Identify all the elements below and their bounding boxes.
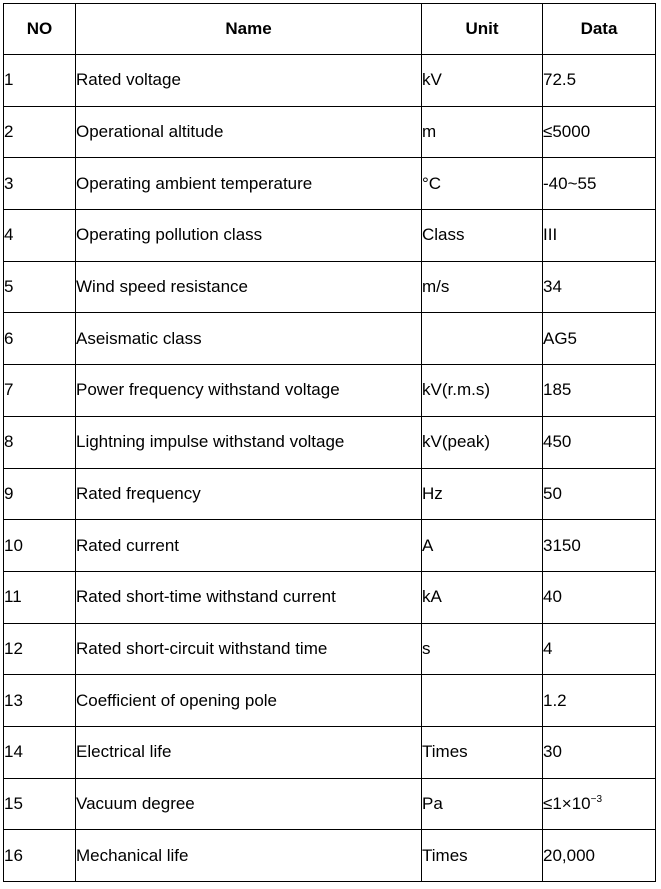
parameter-value xyxy=(543,675,656,727)
parameter-value-text: 1.2 xyxy=(543,690,567,710)
table-row xyxy=(4,416,656,468)
parameter-unit-text: m/s xyxy=(422,277,450,297)
row-number xyxy=(4,416,76,468)
parameter-value xyxy=(543,158,656,210)
header-name: Name xyxy=(76,4,422,55)
parameter-unit-text: s xyxy=(422,638,431,658)
parameter-unit xyxy=(422,365,543,417)
parameter-name xyxy=(76,365,422,417)
row-number-text: 10 xyxy=(4,535,23,555)
row-number xyxy=(4,468,76,520)
table-row xyxy=(4,520,656,572)
parameter-value-text: III xyxy=(543,225,558,245)
parameter-unit xyxy=(422,106,543,158)
parameter-value xyxy=(543,778,656,830)
parameter-value xyxy=(543,210,656,262)
row-number-text: 4 xyxy=(4,225,14,245)
row-number xyxy=(4,623,76,675)
parameter-unit-text: kV(r.m.s) xyxy=(422,380,490,400)
parameter-name xyxy=(76,675,422,727)
row-number xyxy=(4,571,76,623)
parameter-unit xyxy=(422,313,543,365)
header-unit: Unit xyxy=(422,4,543,55)
parameter-name xyxy=(76,261,422,313)
parameter-unit-text: °C xyxy=(422,173,442,193)
parameter-value-text: 3150 xyxy=(543,535,581,555)
header-row xyxy=(4,4,656,55)
table-row xyxy=(4,210,656,262)
parameter-unit xyxy=(422,623,543,675)
parameter-value xyxy=(543,623,656,675)
row-number xyxy=(4,830,76,882)
parameter-value-text: 50 xyxy=(543,483,562,503)
row-number-text: 6 xyxy=(4,328,14,348)
row-number xyxy=(4,675,76,727)
parameter-unit xyxy=(422,468,543,520)
parameter-unit xyxy=(422,210,543,262)
table-row xyxy=(4,158,656,210)
table-body xyxy=(4,55,656,882)
parameter-value-text: 185 xyxy=(543,380,572,400)
table-row xyxy=(4,55,656,107)
parameter-value xyxy=(543,55,656,107)
row-number-text: 9 xyxy=(4,483,14,503)
row-number-text: 16 xyxy=(4,845,23,865)
row-number xyxy=(4,210,76,262)
parameter-unit-text: Hz xyxy=(422,483,443,503)
parameter-name-text: Power frequency withstand voltage xyxy=(76,380,340,400)
parameter-name xyxy=(76,210,422,262)
parameter-name-text: Aseismatic class xyxy=(76,328,202,348)
parameter-value-text: 72.5 xyxy=(543,70,577,90)
parameter-value xyxy=(543,365,656,417)
parameter-unit xyxy=(422,675,543,727)
table-row xyxy=(4,261,656,313)
table-row xyxy=(4,726,656,778)
parameter-name xyxy=(76,520,422,572)
row-number xyxy=(4,313,76,365)
row-number xyxy=(4,778,76,830)
parameter-name-text: Rated current xyxy=(76,535,179,555)
parameter-value-text: 30 xyxy=(543,742,562,762)
table-row xyxy=(4,106,656,158)
table-row xyxy=(4,468,656,520)
parameter-unit xyxy=(422,158,543,210)
parameter-name xyxy=(76,158,422,210)
parameter-name xyxy=(76,571,422,623)
parameter-value xyxy=(543,261,656,313)
row-number-text: 2 xyxy=(4,122,14,142)
header-no: NO xyxy=(4,4,76,55)
parameter-name-text: Operating pollution class xyxy=(76,225,263,245)
row-number-text: 11 xyxy=(4,587,22,607)
parameter-value xyxy=(543,106,656,158)
parameter-name-text: Rated voltage xyxy=(76,70,181,90)
row-number-text: 13 xyxy=(4,690,23,710)
parameter-name-text: Operating ambient temperature xyxy=(76,173,313,193)
parameter-name xyxy=(76,468,422,520)
parameter-value xyxy=(543,468,656,520)
parameter-value-text: ≤1×10 xyxy=(543,793,591,813)
parameter-unit xyxy=(422,416,543,468)
parameter-unit-text: kV(peak) xyxy=(422,432,491,452)
row-number xyxy=(4,520,76,572)
row-number xyxy=(4,365,76,417)
parameter-value-text: 34 xyxy=(543,277,562,297)
parameter-name xyxy=(76,830,422,882)
parameter-unit-text: m xyxy=(422,122,437,142)
row-number xyxy=(4,261,76,313)
parameter-name xyxy=(76,778,422,830)
parameter-name-text: Coefficient of opening pole xyxy=(76,690,278,710)
parameter-name-text: Rated short-circuit withstand time xyxy=(76,638,328,658)
parameter-name xyxy=(76,106,422,158)
parameter-name-text: Rated short-time withstand current xyxy=(76,587,336,607)
specification-table xyxy=(3,3,656,882)
row-number-text: 3 xyxy=(4,173,14,193)
parameter-value-text: AG5 xyxy=(543,328,578,348)
row-number-text: 15 xyxy=(4,793,23,813)
parameter-unit xyxy=(422,726,543,778)
parameter-unit-text: A xyxy=(422,535,434,555)
table-row xyxy=(4,830,656,882)
parameter-unit-text: Class xyxy=(422,225,465,245)
parameter-name-text: Operational altitude xyxy=(76,122,224,142)
row-number-text: 14 xyxy=(4,742,23,762)
parameter-unit xyxy=(422,778,543,830)
parameter-name-text: Vacuum degree xyxy=(76,793,195,813)
parameter-unit-text: kV xyxy=(422,70,442,90)
row-number-text: 8 xyxy=(4,432,14,452)
row-number-text: 5 xyxy=(4,277,14,297)
table-row xyxy=(4,313,656,365)
parameter-name xyxy=(76,726,422,778)
row-number-text: 7 xyxy=(4,380,14,400)
row-number xyxy=(4,106,76,158)
table-row xyxy=(4,778,656,830)
parameter-unit xyxy=(422,571,543,623)
parameter-unit-text: Times xyxy=(422,845,468,865)
parameter-value-text: ≤5000 xyxy=(543,122,591,142)
parameter-value xyxy=(543,571,656,623)
parameter-value-text: 40 xyxy=(543,587,562,607)
parameter-name-text: Mechanical life xyxy=(76,845,189,865)
row-number-text: 12 xyxy=(4,638,23,658)
parameter-unit-text: Pa xyxy=(422,793,443,813)
table-row xyxy=(4,365,656,417)
parameter-value xyxy=(543,726,656,778)
parameter-value-text: -40~55 xyxy=(543,173,597,193)
table-row xyxy=(4,623,656,675)
parameter-value-text: 450 xyxy=(543,432,572,452)
parameter-name-text: Lightning impulse withstand voltage xyxy=(76,432,345,452)
parameter-unit-text: kA xyxy=(422,587,442,607)
table-header xyxy=(4,4,656,55)
parameter-unit-text: Times xyxy=(422,742,468,762)
parameter-value xyxy=(543,830,656,882)
parameter-name xyxy=(76,416,422,468)
parameter-name xyxy=(76,623,422,675)
parameter-unit xyxy=(422,55,543,107)
row-number xyxy=(4,726,76,778)
parameter-unit xyxy=(422,520,543,572)
parameter-unit xyxy=(422,261,543,313)
row-number-text: 1 xyxy=(4,70,14,90)
parameter-name-text: Electrical life xyxy=(76,742,172,762)
parameter-value xyxy=(543,313,656,365)
table-row xyxy=(4,675,656,727)
parameter-value-text: 4 xyxy=(543,638,553,658)
parameter-name xyxy=(76,55,422,107)
table-row xyxy=(4,571,656,623)
row-number xyxy=(4,55,76,107)
header-data: Data xyxy=(543,4,656,55)
row-number xyxy=(4,158,76,210)
parameter-name-text: Wind speed resistance xyxy=(76,277,248,297)
parameter-name-text: Rated frequency xyxy=(76,483,201,503)
parameter-name xyxy=(76,313,422,365)
parameter-value-exponent: −3 xyxy=(590,793,603,805)
parameter-value xyxy=(543,520,656,572)
parameter-unit xyxy=(422,830,543,882)
parameter-value xyxy=(543,416,656,468)
parameter-value-text: 20,000 xyxy=(543,845,595,865)
